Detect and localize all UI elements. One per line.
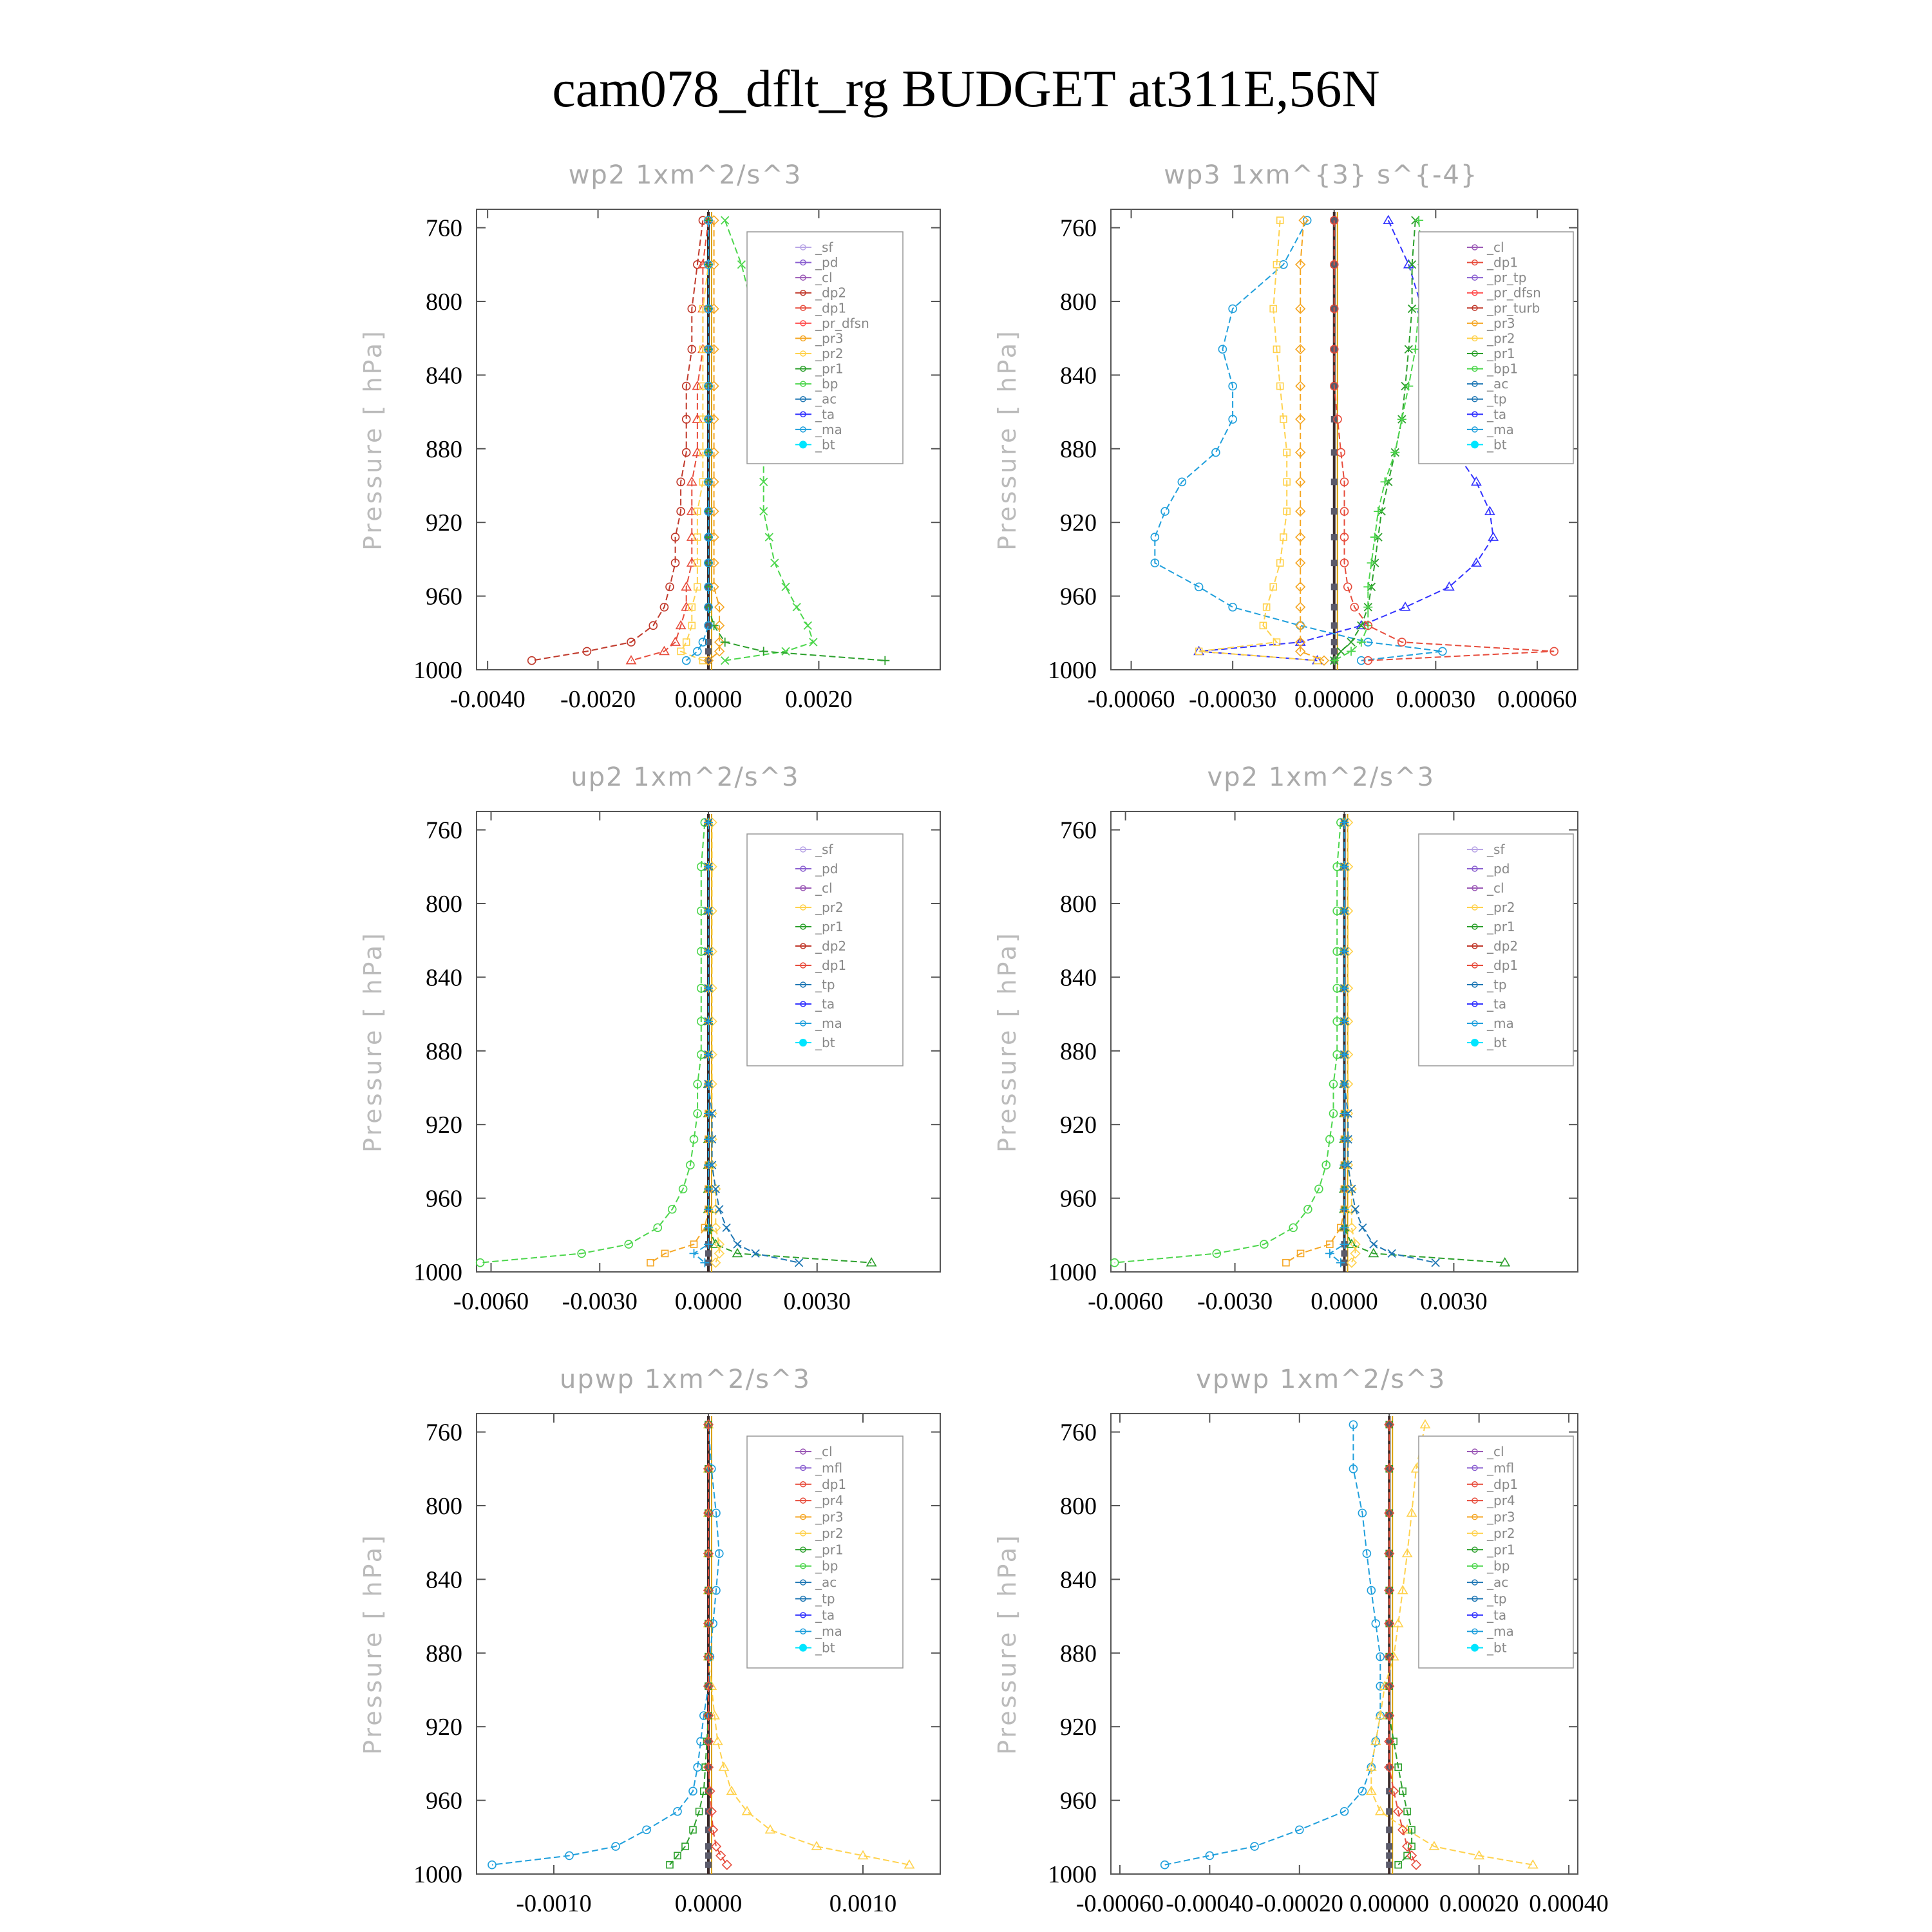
series-point_ta bbox=[1401, 603, 1410, 611]
zero-stack-marker bbox=[1331, 534, 1338, 540]
x-tick-label: 0.00020 bbox=[1439, 1890, 1519, 1917]
series-point_dp1 bbox=[1289, 1224, 1297, 1231]
x-tick-label: 0.0030 bbox=[1420, 1288, 1488, 1315]
x-tick-label: -0.0060 bbox=[453, 1288, 529, 1315]
series-line_pr1 bbox=[1334, 220, 1416, 660]
series-point_pr1 bbox=[880, 656, 889, 665]
series-line_pr2 bbox=[681, 220, 708, 660]
panels bbox=[359, 160, 1609, 1917]
series-point_tp bbox=[715, 1206, 723, 1213]
legend-label_pr4: _pr4 bbox=[815, 1493, 844, 1509]
series-line_pr3 bbox=[1300, 220, 1324, 660]
legend bbox=[1419, 232, 1573, 464]
x-tick-label: -0.00030 bbox=[1189, 686, 1277, 713]
legend-marker_bt bbox=[1471, 1644, 1479, 1652]
zero-stack-marker bbox=[1386, 1862, 1392, 1868]
series-line_bp bbox=[670, 1425, 708, 1865]
y-tick-label: 1000 bbox=[1048, 657, 1097, 684]
legend-label_pd: _pd bbox=[815, 254, 838, 270]
y-tick-label: 880 bbox=[426, 435, 462, 463]
legend-label_tp: _tp bbox=[815, 977, 835, 992]
panel-6 bbox=[993, 1365, 1609, 1917]
legend-label_ac: _ac bbox=[1487, 376, 1509, 392]
series-point_pr1 bbox=[1347, 638, 1355, 646]
legend-label_pr2: _pr2 bbox=[1487, 1525, 1515, 1541]
legend-label_mfl: _mfl bbox=[1487, 1460, 1515, 1476]
x-tick-label: -0.0040 bbox=[450, 686, 526, 713]
legend-label_bt: _bt bbox=[1487, 1640, 1507, 1656]
legend-label_bt: _bt bbox=[815, 1035, 835, 1050]
series-point_pr1 bbox=[1347, 1258, 1356, 1267]
legend-label_pr1: _pr1 bbox=[815, 1542, 844, 1558]
y-tick-label: 760 bbox=[1060, 1419, 1097, 1446]
legend-label_pr_dfsn: _pr_dfsn bbox=[815, 315, 869, 331]
legend-label_pr3: _pr3 bbox=[815, 1509, 844, 1525]
series-line_ma bbox=[492, 1425, 719, 1865]
zero-stack-marker bbox=[705, 1250, 712, 1256]
y-tick-label: 920 bbox=[1060, 1714, 1097, 1741]
panel-title: vpwp 1xm^2/s^3 bbox=[1196, 1365, 1446, 1394]
x-tick-label: -0.0030 bbox=[562, 1288, 638, 1315]
legend-label_bt: _bt bbox=[815, 1640, 835, 1656]
series-point_dp2 bbox=[528, 657, 536, 665]
y-tick-label: 1000 bbox=[1048, 1861, 1097, 1888]
x-tick-label: 0.00000 bbox=[1294, 686, 1374, 713]
legend-label_pr3: _pr3 bbox=[815, 330, 844, 346]
y-tick-label: 800 bbox=[426, 289, 462, 316]
series-point_tp bbox=[1370, 1240, 1378, 1248]
series-point_dp1 bbox=[1111, 1259, 1119, 1267]
series-point_ma bbox=[1325, 1249, 1334, 1258]
series-point_dp1 bbox=[654, 1224, 661, 1231]
series-point_bp bbox=[804, 621, 811, 629]
y-tick-label: 840 bbox=[426, 1566, 462, 1594]
y-tick-label: 880 bbox=[426, 1037, 462, 1065]
series-point_pr2 bbox=[1283, 1260, 1289, 1266]
legend-label_pr1: _pr1 bbox=[1487, 346, 1515, 361]
legend-label_ta: _ta bbox=[1487, 996, 1507, 1012]
y-tick-label: 840 bbox=[426, 964, 462, 992]
x-tick-label: 0.0000 bbox=[674, 1288, 743, 1315]
y-tick-label: 920 bbox=[426, 1714, 462, 1741]
legend-label_pr_turb: _pr_turb bbox=[1487, 300, 1540, 316]
x-tick-label: 0.00060 bbox=[1497, 686, 1577, 713]
series-line_ma bbox=[687, 220, 708, 660]
legend-label_dp1: _dp1 bbox=[815, 958, 847, 973]
legend-label_dp1: _dp1 bbox=[1487, 958, 1519, 973]
series-line_dp1 bbox=[1389, 1425, 1416, 1865]
series-point_bp bbox=[810, 638, 817, 646]
legend bbox=[747, 834, 903, 1066]
x-tick-label: -0.00060 bbox=[1075, 1890, 1164, 1917]
legend-label_pr2: _pr2 bbox=[815, 346, 844, 361]
series-point_pr1 bbox=[711, 1258, 720, 1267]
legend-label_dp1: _dp1 bbox=[815, 300, 847, 316]
y-tick-label: 880 bbox=[1060, 1640, 1097, 1667]
legend-label_cl: _cl bbox=[815, 270, 833, 286]
series-point_pr2 bbox=[647, 1260, 654, 1266]
legend-label_bt: _bt bbox=[1487, 437, 1507, 453]
x-tick-label: 0.0010 bbox=[829, 1890, 897, 1917]
legend-label_dp2: _dp2 bbox=[815, 285, 847, 301]
y-tick-label: 960 bbox=[1060, 583, 1097, 611]
y-tick-label: 800 bbox=[426, 891, 462, 918]
legend-marker_bt bbox=[799, 1039, 807, 1046]
panel-title: wp2 1xm^2/s^3 bbox=[568, 160, 802, 190]
legend-label_pd: _pd bbox=[1487, 861, 1510, 876]
legend-label_pr2: _pr2 bbox=[1487, 900, 1515, 915]
y-tick-label: 880 bbox=[1060, 1037, 1097, 1065]
zero-stack-marker bbox=[1331, 450, 1338, 456]
series-point_dp1 bbox=[716, 1851, 725, 1860]
panel-4 bbox=[993, 762, 1578, 1315]
y-tick-label: 760 bbox=[1060, 214, 1097, 242]
y-tick-label: 800 bbox=[1060, 1493, 1097, 1520]
y-tick-label: 840 bbox=[1060, 362, 1097, 390]
legend bbox=[747, 1436, 903, 1668]
x-tick-label: 0.0000 bbox=[674, 1890, 743, 1917]
y-tick-label: 840 bbox=[426, 362, 462, 390]
series-point_ma bbox=[1229, 603, 1236, 611]
y-tick-label: 760 bbox=[426, 817, 462, 844]
figure-title: cam078_dflt_rg BUDGET at311E,56N bbox=[552, 59, 1380, 118]
legend-label_ma: _ma bbox=[815, 1016, 842, 1031]
y-tick-label: 800 bbox=[426, 1493, 462, 1520]
legend-label_tp: _tp bbox=[815, 1591, 835, 1607]
legend-label_pr3: _pr3 bbox=[1487, 315, 1515, 331]
legend-label_dp1: _dp1 bbox=[815, 1476, 847, 1492]
legend-label_mfl: _mfl bbox=[815, 1460, 843, 1476]
y-tick-label: 1000 bbox=[413, 657, 462, 684]
panel-title: vp2 1xm^2/s^3 bbox=[1207, 762, 1435, 792]
y-tick-label: 800 bbox=[1060, 289, 1097, 316]
y-tick-label: 880 bbox=[426, 1640, 462, 1667]
y-tick-label: 880 bbox=[1060, 435, 1097, 463]
series-line_ma bbox=[1165, 1425, 1381, 1865]
y-tick-label: 960 bbox=[1060, 1185, 1097, 1213]
series-point_ta bbox=[1384, 216, 1393, 223]
legend-label_ta: _ta bbox=[1487, 406, 1507, 422]
legend-label_ta: _ta bbox=[815, 1607, 835, 1623]
series-line_ma bbox=[1155, 220, 1443, 660]
y-tick-label: 960 bbox=[426, 1185, 462, 1213]
series-line_ma bbox=[1330, 822, 1345, 1263]
y-tick-label: 920 bbox=[1060, 509, 1097, 537]
y-tick-label: 760 bbox=[426, 214, 462, 242]
legend-label_ta: _ta bbox=[815, 996, 835, 1012]
y-tick-label: 840 bbox=[1060, 964, 1097, 992]
legend-label_pr1: _pr1 bbox=[1487, 919, 1515, 934]
zero-stack-marker bbox=[705, 1862, 712, 1868]
series-point_bp bbox=[721, 216, 729, 224]
series-point_ta bbox=[1472, 477, 1481, 485]
x-tick-label: -0.0020 bbox=[560, 686, 636, 713]
x-tick-label: 0.00000 bbox=[1349, 1890, 1429, 1917]
series-point_bp1 bbox=[1357, 638, 1366, 647]
legend-label_ma: _ma bbox=[1487, 1016, 1514, 1031]
series-line_ma bbox=[694, 822, 709, 1263]
y-tick-label: 960 bbox=[426, 583, 462, 611]
series-point_ma bbox=[694, 647, 701, 655]
series-point_bp bbox=[782, 583, 790, 591]
y-axis-label: Pressure [ hPa] bbox=[359, 931, 387, 1153]
legend-label_dp1: _dp1 bbox=[1487, 254, 1519, 270]
zero-stack-marker bbox=[1341, 1250, 1348, 1256]
panel-5 bbox=[359, 1365, 940, 1917]
series-point_pr1 bbox=[721, 638, 730, 647]
zero-stack-marker bbox=[705, 1852, 712, 1859]
y-tick-label: 800 bbox=[1060, 891, 1097, 918]
y-axis-label: Pressure [ hPa] bbox=[993, 931, 1021, 1153]
legend-label_pr2: _pr2 bbox=[815, 1525, 844, 1541]
legend-label_ma: _ma bbox=[1487, 1624, 1514, 1640]
series-point_ma bbox=[1303, 216, 1311, 224]
series-point_pr2 bbox=[699, 658, 706, 664]
zero-stack-marker bbox=[1331, 583, 1338, 590]
zero-stack-marker bbox=[1386, 1808, 1392, 1815]
zero-stack-marker bbox=[1331, 622, 1338, 629]
legend-label_pr_tp: _pr_tp bbox=[1487, 270, 1527, 286]
legend-label_pr_dfsn: _pr_dfsn bbox=[1487, 285, 1541, 301]
legend-label_pr2: _pr2 bbox=[815, 900, 844, 915]
panel-1 bbox=[359, 160, 940, 713]
zero-stack-marker bbox=[1331, 560, 1338, 566]
series-point_bp bbox=[793, 603, 800, 611]
legend-label_dp2: _dp2 bbox=[1487, 938, 1519, 954]
legend-label_tp: _tp bbox=[1487, 1591, 1507, 1607]
series-point_ma bbox=[1161, 507, 1169, 515]
series-line_pr3 bbox=[708, 220, 719, 660]
series-point_bp1 bbox=[1374, 507, 1383, 516]
x-tick-label: 0.0020 bbox=[785, 686, 853, 713]
legend-label_sf: _sf bbox=[815, 240, 833, 255]
legend-label_bp1: _bp1 bbox=[1487, 361, 1519, 377]
series-point_tp bbox=[1432, 1259, 1439, 1267]
y-tick-label: 760 bbox=[426, 1419, 462, 1446]
series-line_dp1 bbox=[631, 220, 708, 660]
x-tick-label: -0.00040 bbox=[1166, 1890, 1254, 1917]
legend-marker_bt bbox=[799, 1644, 807, 1652]
panel-title: upwp 1xm^2/s^3 bbox=[560, 1365, 811, 1394]
x-tick-label: 0.00030 bbox=[1396, 686, 1476, 713]
x-tick-label: 0.0030 bbox=[783, 1288, 851, 1315]
zero-stack-marker bbox=[1331, 478, 1338, 485]
y-tick-label: 1000 bbox=[413, 1259, 462, 1286]
series-line_pr1 bbox=[712, 822, 719, 1263]
legend-label_pr1: _pr1 bbox=[815, 361, 844, 377]
series-point_pr2 bbox=[683, 639, 690, 645]
series-point_bp bbox=[771, 559, 779, 567]
y-tick-label: 920 bbox=[1060, 1112, 1097, 1139]
zero-stack-marker bbox=[705, 648, 712, 654]
legend-label_sf: _sf bbox=[815, 842, 833, 857]
legend-label_cl: _cl bbox=[1487, 880, 1504, 896]
zero-stack-marker bbox=[1331, 604, 1338, 611]
y-tick-label: 840 bbox=[1060, 1566, 1097, 1594]
zero-stack-marker bbox=[1386, 1843, 1392, 1850]
panel-title: up2 1xm^2/s^3 bbox=[571, 762, 800, 792]
x-tick-label: -0.00020 bbox=[1255, 1890, 1343, 1917]
y-tick-label: 1000 bbox=[1048, 1259, 1097, 1286]
series-line_dp1 bbox=[480, 822, 705, 1263]
y-axis-label: Pressure [ hPa] bbox=[993, 1533, 1021, 1755]
x-tick-label: 0.00040 bbox=[1529, 1890, 1609, 1917]
y-axis-label: Pressure [ hPa] bbox=[993, 328, 1021, 551]
panel-2 bbox=[993, 160, 1578, 713]
legend-label_ac: _ac bbox=[815, 391, 837, 407]
legend-label_ac: _ac bbox=[1487, 1575, 1509, 1591]
zero-stack-marker bbox=[1386, 1852, 1392, 1859]
legend-label_bp: _bp bbox=[815, 376, 838, 392]
legend-label_pr1: _pr1 bbox=[1487, 1542, 1515, 1558]
y-tick-label: 960 bbox=[1060, 1787, 1097, 1815]
legend-label_bt: _bt bbox=[1487, 1035, 1507, 1050]
series-point_tp bbox=[734, 1240, 741, 1248]
zero-stack-marker bbox=[705, 1843, 712, 1850]
legend-label_cl: _cl bbox=[815, 1444, 833, 1459]
series-line_bp1 bbox=[1334, 220, 1423, 660]
legend bbox=[1419, 834, 1573, 1066]
legend-label_pd: _pd bbox=[815, 861, 838, 876]
zero-stack-marker bbox=[705, 1808, 712, 1815]
legend-label_pr4: _pr4 bbox=[1487, 1493, 1515, 1509]
legend-marker_bt bbox=[799, 440, 807, 448]
x-tick-label: -0.0010 bbox=[516, 1890, 592, 1917]
legend-label_dp1: _dp1 bbox=[1487, 1476, 1519, 1492]
legend-marker_bt bbox=[1471, 1039, 1479, 1046]
legend-label_bp: _bp bbox=[1487, 1558, 1510, 1574]
legend-label_bp: _bp bbox=[815, 1558, 838, 1574]
y-tick-label: 960 bbox=[426, 1787, 462, 1815]
legend-label_ma: _ma bbox=[815, 421, 842, 437]
legend-label_sf: _sf bbox=[1487, 842, 1505, 857]
legend-label_ma: _ma bbox=[1487, 421, 1514, 437]
series-point_ma bbox=[1212, 449, 1220, 457]
legend-label_ma: _ma bbox=[815, 1624, 842, 1640]
legend-label_ta: _ta bbox=[815, 406, 835, 422]
zero-stack-marker bbox=[1331, 508, 1338, 515]
legend-marker_bt bbox=[1471, 440, 1479, 448]
series-point_tp bbox=[723, 1224, 730, 1231]
legend bbox=[747, 232, 903, 464]
panel-title: wp3 1xm^{3} s^{-4} bbox=[1164, 160, 1479, 190]
panel-3 bbox=[359, 762, 940, 1315]
y-tick-label: 1000 bbox=[413, 1861, 462, 1888]
legend-label_tp: _tp bbox=[1487, 977, 1507, 992]
legend-label_cl: _cl bbox=[1487, 240, 1504, 255]
x-tick-label: 0.0000 bbox=[674, 686, 743, 713]
legend-label_ta: _ta bbox=[1487, 1607, 1507, 1623]
legend-label_ac: _ac bbox=[815, 1575, 837, 1591]
legend-label_pr3: _pr3 bbox=[1487, 1509, 1515, 1525]
legend-label_pr2: _pr2 bbox=[1487, 330, 1515, 346]
y-tick-label: 920 bbox=[426, 509, 462, 537]
series-point_dp1 bbox=[723, 1861, 732, 1870]
series-line_dp1 bbox=[1115, 822, 1341, 1263]
series-point_pr1 bbox=[1337, 647, 1345, 655]
series-point_tp bbox=[1359, 1224, 1367, 1231]
zero-stack-marker bbox=[1386, 1826, 1392, 1833]
legend-label_cl: _cl bbox=[1487, 1444, 1504, 1459]
series-point_pr1 bbox=[766, 1825, 775, 1833]
x-tick-label: -0.00060 bbox=[1087, 686, 1175, 713]
legend bbox=[1419, 1436, 1573, 1668]
series-point_dp1 bbox=[1412, 1861, 1421, 1870]
y-axis-label: Pressure [ hPa] bbox=[359, 1533, 387, 1755]
zero-stack-marker bbox=[1331, 639, 1338, 645]
zero-stack-marker bbox=[1331, 648, 1338, 654]
x-tick-label: -0.0060 bbox=[1088, 1288, 1164, 1315]
series-point_bp bbox=[1395, 1862, 1401, 1868]
legend-label_tp: _tp bbox=[1487, 391, 1507, 407]
series-line_dp2 bbox=[532, 220, 703, 660]
x-tick-label: -0.0030 bbox=[1197, 1288, 1273, 1315]
series-point_ma bbox=[690, 1249, 699, 1258]
legend-label_cl: _cl bbox=[815, 880, 833, 896]
series-line_pr1 bbox=[1348, 822, 1355, 1263]
series-point_tp bbox=[1351, 1206, 1359, 1213]
x-tick-label: 0.0000 bbox=[1311, 1288, 1378, 1315]
y-tick-label: 760 bbox=[1060, 817, 1097, 844]
series-point_ma bbox=[674, 1808, 681, 1815]
legend-label_bt: _bt bbox=[815, 437, 835, 453]
legend-label_pr1: _pr1 bbox=[815, 919, 844, 934]
y-axis-label: Pressure [ hPa] bbox=[359, 328, 387, 551]
legend-label_dp2: _dp2 bbox=[815, 938, 847, 954]
y-tick-label: 920 bbox=[426, 1112, 462, 1139]
